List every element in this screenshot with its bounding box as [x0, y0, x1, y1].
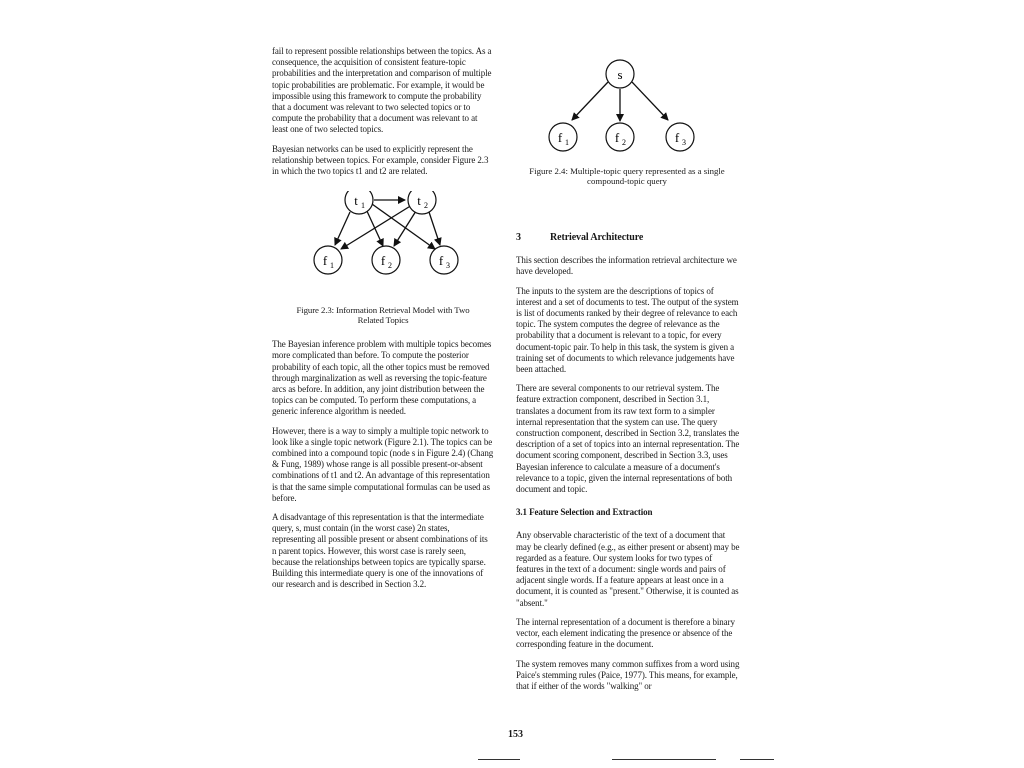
node-f2 — [372, 246, 400, 274]
node-f1 — [549, 123, 577, 151]
footer-rule — [478, 759, 520, 760]
svg-text:2: 2 — [622, 138, 626, 147]
node-f2 — [606, 123, 634, 151]
paragraph: The system removes many common suffixes from a word using Paice's stemming rules (Paice, 1977). This means, for example, that if either of the words "walking" or — [516, 658, 740, 691]
svg-text:2: 2 — [388, 261, 392, 271]
svg-text:t: t — [354, 193, 358, 209]
svg-text:f: f — [674, 130, 680, 145]
svg-text:t: t — [417, 193, 421, 209]
figure-2-3-diagram — [272, 191, 494, 301]
figure-2-3-caption: Figure 2.3: Information Retrieval Model with Two Related Topics — [296, 305, 470, 326]
section-heading: 3 Retrieval Architecture — [516, 232, 644, 243]
paragraph: However, there is a way to simply a multiple topic network to look like a single topic network (Figure 2.1). The topics can be combined into a compound topic (node s in Figure 2.4) (Chang & Fung, 1989) whose range is all possible present-or-absent combinations of t1 and t2. An advantage of this representation is that the same simple computational formulas can be used as before. — [272, 425, 494, 503]
page-number: 153 — [508, 729, 523, 740]
footer-rule — [612, 759, 716, 760]
paragraph: This section describes the information retrieval architecture we have developed. — [516, 255, 737, 277]
paragraph: Any observable characteristic of the text of a document that may be clearly defined (e.g., as either present or absent) may be regarded as a feature. Our system looks for two types of features in the text of a document: single words and pairs of adjacent single words. If a feature appears at least once in a document, it is counted as "present." Otherwise, it is counted as "absent." — [516, 530, 740, 608]
node-s — [606, 60, 634, 88]
paragraph: Bayesian networks can be used to explicitly represent the relationship between topics. For example, consider Figure 2.3 in which the two topics t1 and t2 are related. — [272, 143, 489, 177]
node-t1 — [345, 191, 373, 214]
svg-text:2: 2 — [424, 201, 428, 211]
svg-text:f: f — [380, 253, 386, 269]
footer-rule — [740, 759, 774, 760]
figure-2-4-caption: Figure 2.4: Multiple-topic query represented as a single compound-topic query — [529, 166, 725, 186]
svg-text:f: f — [557, 130, 563, 145]
edge-t2-f2 — [394, 211, 416, 246]
paragraph: The internal representation of a document is therefore a binary vector, each element indicating the presence or absence of the corresponding feature in the document. — [516, 616, 735, 650]
svg-text:1: 1 — [330, 261, 334, 271]
node-t2 — [408, 191, 436, 214]
svg-text:3: 3 — [446, 261, 450, 271]
subsection-heading: 3.1 Feature Selection and Extraction — [516, 507, 653, 518]
svg-text:1: 1 — [565, 138, 569, 147]
svg-text:f: f — [614, 130, 620, 145]
paragraph: The Bayesian inference problem with multiple topics becomes more complicated than before. To compute the posterior probability of each topic, all the other topics must be removed through marginalization as well as reversing the topic-feature arcs as before. In addition, any joint distribution between the topics can be computed. To perform these computations, a generic inference algorithm is needed. — [272, 339, 492, 417]
right-column — [516, 232, 740, 700]
left-column — [272, 46, 494, 599]
node-f3 — [666, 123, 694, 151]
svg-text:3: 3 — [682, 138, 686, 147]
svg-text:f: f — [438, 253, 444, 269]
edge-s-f1 — [572, 82, 608, 120]
edge-s-f3 — [632, 82, 668, 120]
edge-t2-f3 — [429, 212, 440, 245]
paragraph: There are several components to our retrieval system. The feature extraction component, described in Section 3.1, translates a document from its raw text form to a simpler internal representation that the system can use. The query construction component, described in Section 3.2, translates the description of a set of topics into an internal representation. The document scoring component, described in Section 3.3, uses Bayesian inference to calculate a measure of a document's relevance to a topic, given the internal representations of both document and topic. — [516, 383, 740, 495]
paragraph: The inputs to the system are the descriptions of topics of interest and a set of documents to test. The output of the system is list of documents ranked by their degree of relevance to each topic. The system computes the degree of relevance as the probability that a document is relevant to a topic, for every document-topic pair. To help in this task, the system is given a training set of documents to which relevance judgements have been attached. — [516, 285, 739, 375]
edge-t1-f1 — [335, 212, 350, 245]
figure-2-4-diagram — [530, 58, 730, 158]
paragraph: fail to represent possible relationships between the topics. As a consequence, the acquisition of consistent feature-topic probabilities and the interpretation and comparison of multiple topic probabilities are problematic. For example, it would be impossible using this framework to compute the probability that a document was relevant to two selected topics or to compute the probability that a document was relevant to at least one of two selected topics. — [272, 46, 492, 135]
svg-text:f: f — [322, 253, 328, 269]
paragraph: A disadvantage of this representation is that the intermediate query, s, must contain (in the worst case) 2n states, representing all possible present or absent combinations of its n parent topics. However, this worst case is rarely seen, because the relationships between topics are typically sparse. Building this intermediate query is one of the innovations of our research and is described in Section 3.2. — [272, 512, 488, 590]
node-f3 — [430, 246, 458, 274]
svg-text:1: 1 — [361, 201, 365, 211]
node-f1 — [314, 246, 342, 274]
svg-text:s: s — [617, 67, 623, 82]
